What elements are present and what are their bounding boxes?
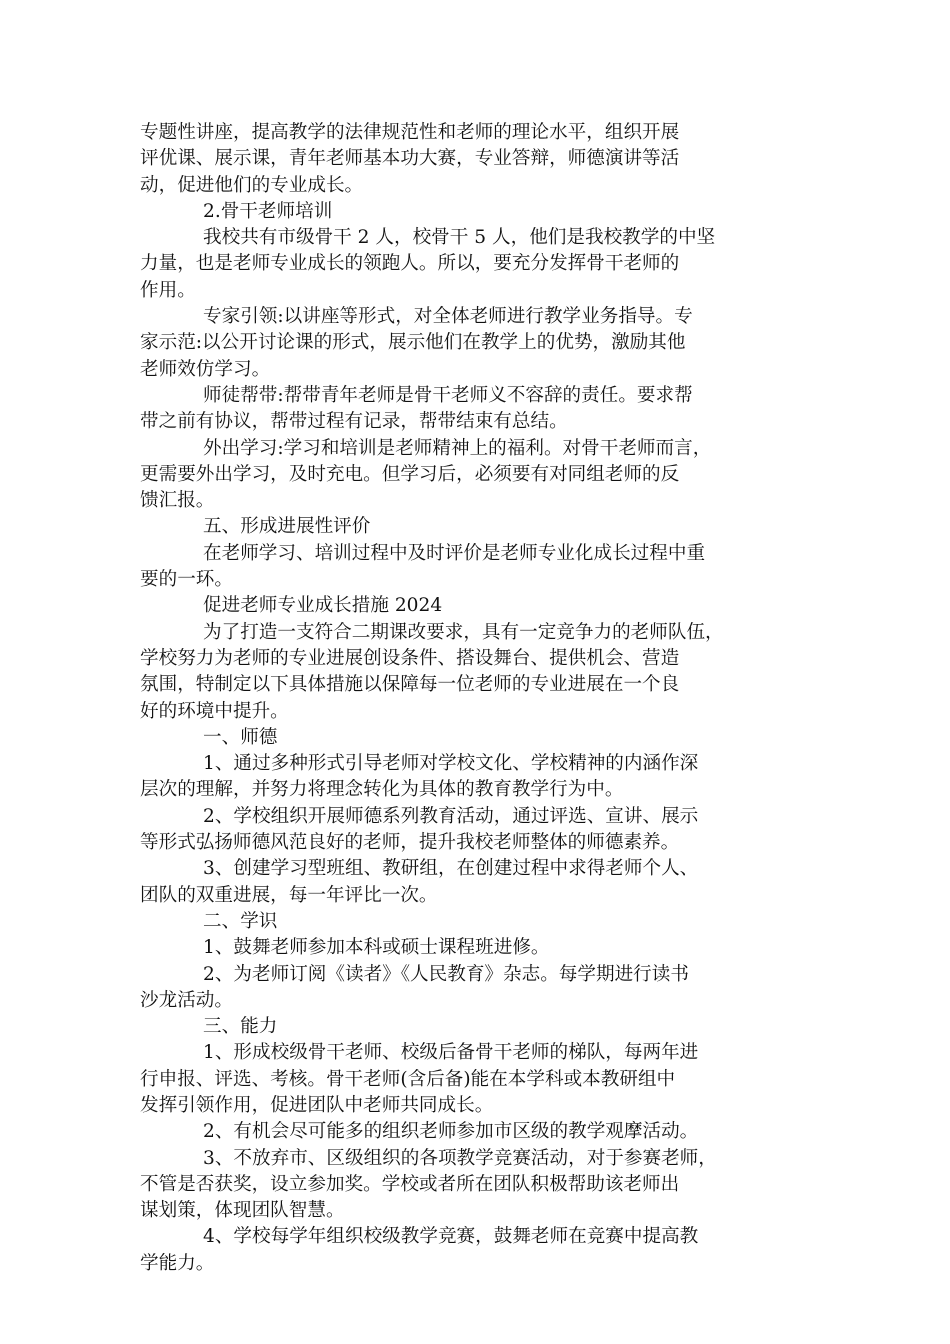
text-line: 3、创建学习型班组、教研组，在创建过程中求得老师个人、 (203, 858, 699, 880)
text-line: 行申报、评选、考核。骨干老师(含后备)能在本学科或本教研组中 (140, 1068, 676, 1090)
document-page (140, 120, 810, 1277)
text-line: 外出学习:学习和培训是老师精神上的福利。对骨干老师而言， (203, 437, 712, 459)
text-line: 老师效仿学习。 (140, 358, 271, 380)
text-line: 等形式弘扬师德风范良好的老师，提升我校老师整体的师德素养。 (140, 832, 680, 854)
text-line: 层次的理解，并努力将理念转化为具体的教育教学行为中。 (140, 779, 624, 801)
text-line: 氛围，特制定以下具体措施以保障每一位老师的专业进展在一个良 (140, 674, 680, 696)
text-line: 评优课、展示课，青年老师基本功大赛，专业答辩，师德演讲等活 (140, 148, 680, 170)
text-line: 一、师德 (203, 726, 278, 748)
text-line: 团队的双重进展，每一年评比一次。 (140, 884, 438, 906)
text-line: 沙龙活动。 (140, 989, 233, 1011)
text-line: 2、有机会尽可能多的组织老师参加市区级的教学观摩活动。 (203, 1121, 699, 1143)
text-line: 学能力。 (140, 1252, 215, 1274)
text-line: 作用。 (140, 279, 196, 301)
text-line: 为了打造一支符合二期课改要求，具有一定竞争力的老师队伍， (203, 621, 724, 643)
text-line: 我校共有市级骨干 2 人，校骨干 5 人，他们是我校教学的中坚 (203, 227, 716, 249)
text-line: 1、通过多种形式引导老师对学校文化、学校精神的内涵作深 (203, 753, 699, 775)
text-line: 1、形成校级骨干老师、校级后备骨干老师的梯队，每两年进 (203, 1042, 699, 1064)
text-line: 谋划策，体现团队智慧。 (140, 1200, 345, 1222)
text-line: 动，促进他们的专业成长。 (140, 174, 364, 196)
text-line: 带之前有协议，帮带过程有记录，帮带结束有总结。 (140, 411, 568, 433)
text-line: 要的一环。 (140, 569, 233, 591)
text-line: 2、为老师订阅《读者》《人民教育》杂志。每学期进行读书 (203, 963, 689, 985)
text-line: 更需要外出学习，及时充电。但学习后，必须要有对同组老师的反 (140, 463, 680, 485)
text-line: 3、不放弃市、区级组织的各项教学竞赛活动，对于参赛老师， (203, 1147, 717, 1169)
text-line: 好的环境中提升。 (140, 700, 289, 722)
text-line: 专题性讲座，提高教学的法律规范性和老师的理论水平，组织开展 (140, 122, 680, 143)
text-line: 三、能力 (203, 1016, 278, 1038)
text-line: 促进老师专业成长措施 2024 (203, 595, 443, 617)
text-line: 2、学校组织开展师德系列教育活动，通过评选、宣讲、展示 (203, 805, 699, 827)
text-line: 2.骨干老师培训 (203, 200, 333, 222)
text-line: 1、鼓舞老师参加本科或硕士课程班进修。 (203, 937, 550, 959)
text-line: 发挥引领作用，促进团队中老师共同成长。 (140, 1094, 494, 1116)
text-line: 4、学校每学年组织校级教学竞赛，鼓舞老师在竞赛中提高教 (203, 1226, 699, 1248)
text-line: 在老师学习、培训过程中及时评价是老师专业化成长过程中重 (203, 542, 706, 564)
text-line: 二、学识 (203, 910, 278, 932)
text-line: 力量，也是老师专业成长的领跑人。所以，要充分发挥骨干老师的 (140, 253, 680, 275)
text-line: 馈汇报。 (140, 490, 215, 512)
text-line: 家示范:以公开讨论课的形式，展示他们在教学上的优势，激励其他 (140, 332, 686, 354)
text-line: 专家引领:以讲座等形式，对全体老师进行教学业务指导。专 (203, 306, 693, 328)
text-line: 不管是否获奖，设立参加奖。学校或者所在团队积极帮助该老师出 (140, 1173, 680, 1195)
text-line: 学校努力为老师的专业进展创设条件、搭设舞台、提供机会、营造 (140, 647, 680, 669)
text-line: 五、形成进展性评价 (203, 516, 371, 538)
text-line: 师徒帮带:帮带青年老师是骨干老师义不容辞的责任。要求帮 (203, 384, 693, 406)
